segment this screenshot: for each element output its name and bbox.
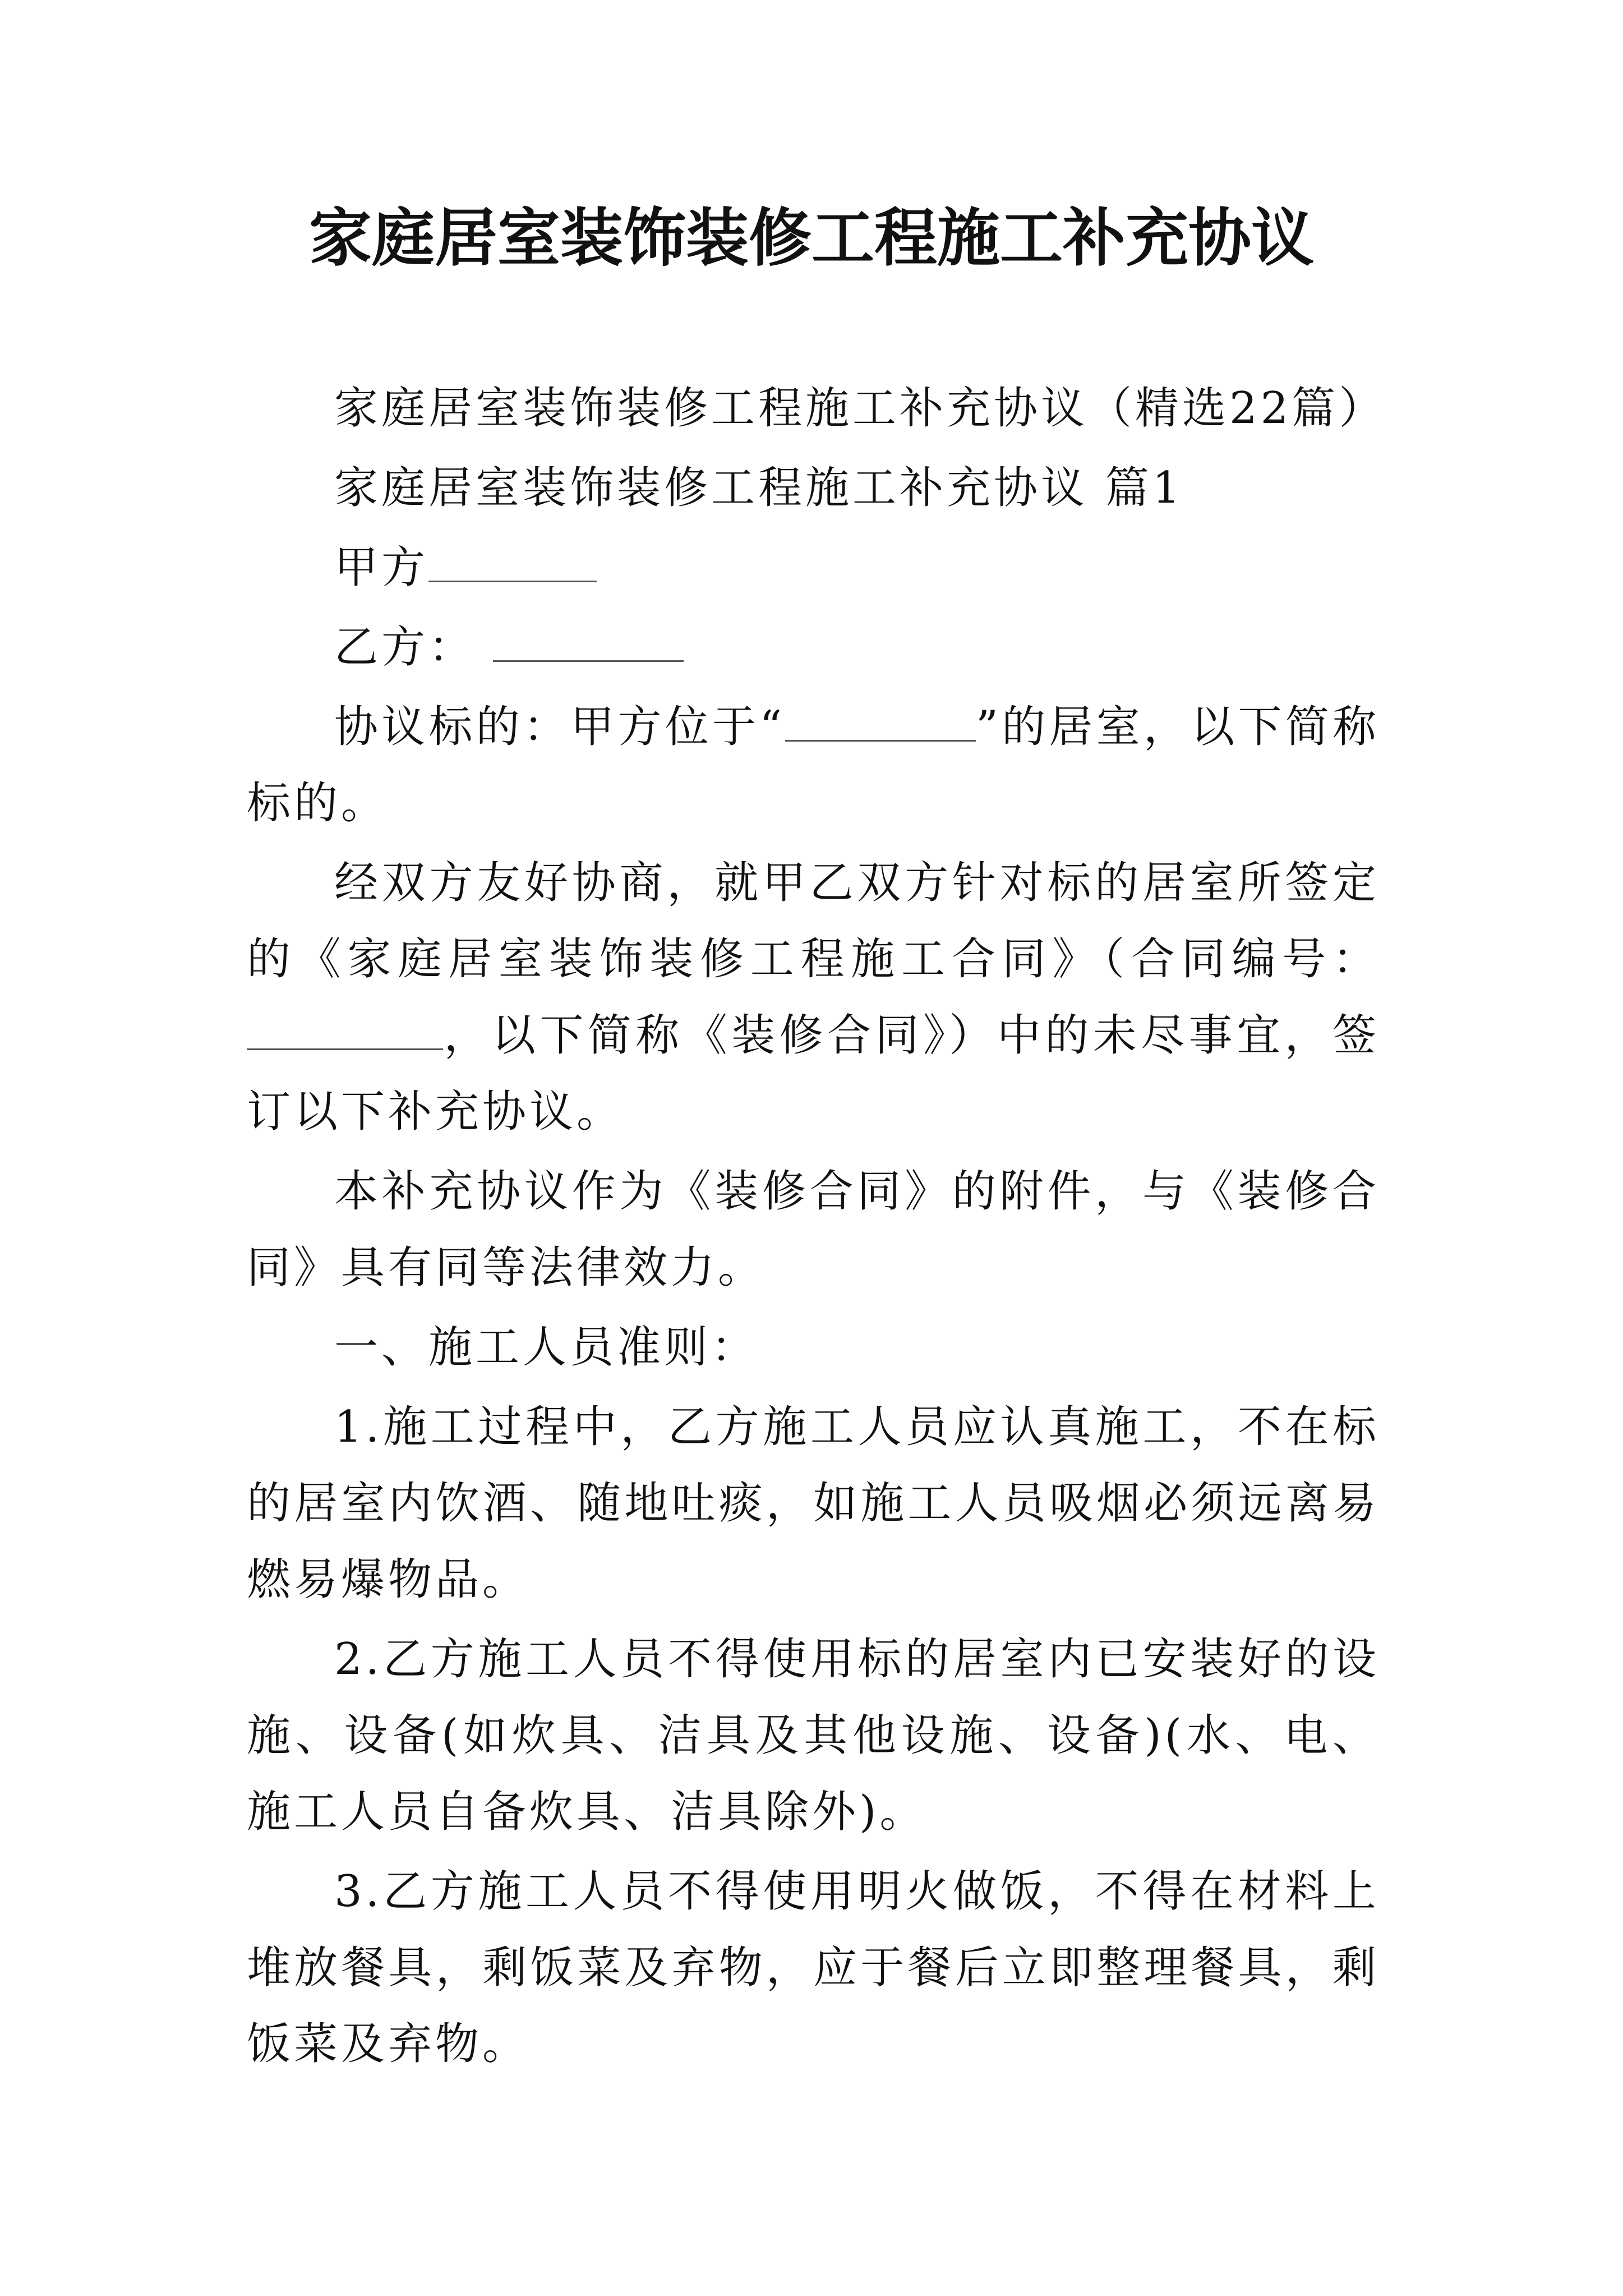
document-title: 家庭居室装饰装修工程施工补充协议 xyxy=(309,201,1314,275)
rule-1: 1.施工过程中，乙方施工人员应认真施工，不在标的居室内饮酒、随地吐痰，如施工人员吸烟必须远离易燃易爆物品。 xyxy=(247,1402,1380,1605)
party-a-line: 甲方 xyxy=(247,530,1380,606)
attachment-paragraph: 本补充协议作为《装修合同》的附件，与《装修合同》具有同等法律效力。 xyxy=(247,1166,1380,1293)
document-body xyxy=(247,370,1386,2086)
contract-number-blank xyxy=(247,1007,443,1050)
negotiation-paragraph: 经双方友好协商，就甲乙双方针对标的居室所签定的《家庭居室装饰装修工程施工合同》（合同编号：，以下简称《装修合同》）中的未尽事宜，签订以下补充协议。 xyxy=(247,858,1380,1137)
subject-paragraph: 协议标的：甲方位于“ ”的居室，以下简称标的。 xyxy=(247,689,1380,841)
subtitle: 家庭居室装饰装修工程施工补充协议（精选22篇） xyxy=(334,383,1386,434)
party-a-blank xyxy=(428,539,597,582)
section-heading: 家庭居室装饰装修工程施工补充协议 篇1 xyxy=(334,463,1184,513)
location-blank xyxy=(785,698,976,742)
rule-3: 3.乙方施工人员不得使用明火做饭，不得在材料上堆放餐具，剩饭菜及弃物，应于餐后立即整理餐具，剩饭菜及弃物。 xyxy=(247,1866,1380,2069)
rules-heading: 一、施工人员准则： xyxy=(334,1322,759,1373)
rule-2: 2.乙方施工人员不得使用标的居室内已安装好的设施、设备(如炊具、洁具及其他设施、设备)(水、电、施工人员自备炊具、洁具除外)。 xyxy=(247,1634,1380,1837)
party-b-blank xyxy=(493,619,684,662)
party-b-line: 乙方： xyxy=(247,609,1380,685)
